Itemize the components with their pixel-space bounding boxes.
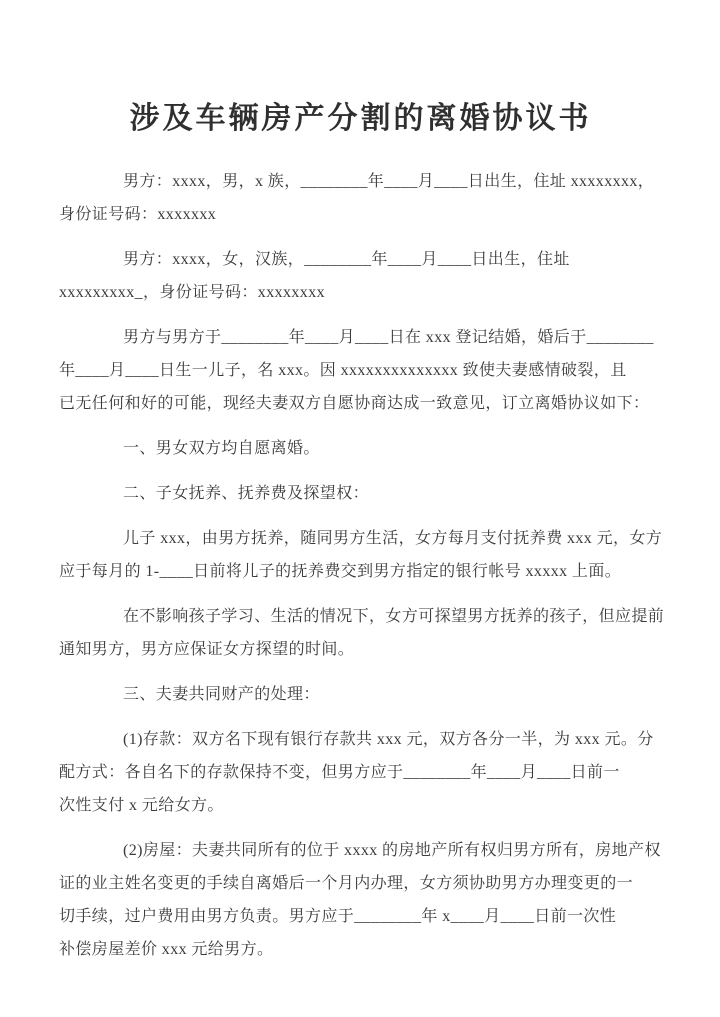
text-line: 二、子女抚养、抚养费及探望权： <box>123 485 370 502</box>
text-line: 男方：xxxx，男，x 族，________年____月____日出生，住址 xxxxxxxx， <box>123 173 655 190</box>
text-line: 三、夫妻共同财产的处理： <box>123 686 320 703</box>
paragraph-house <box>59 834 662 966</box>
text-line: 证的业主姓名变更的手续自离婚后一个月内办理，女方须协助男方办理变更的一 <box>59 875 634 892</box>
text-line: 男方：xxxx，女，汉族，________年____月____日出生，住址 <box>123 251 570 268</box>
text-line: 切手续，过户费用由男方负责。男方应于________年 x____月____日前一次性 <box>59 908 617 925</box>
paragraph-deposits <box>59 723 662 822</box>
text-line: 应于每月的 1-____日前将儿子的抚养费交到男方指定的银行帐号 xxxxx 上面。 <box>59 563 622 580</box>
paragraph-husband-info <box>59 165 662 231</box>
text-line: (2)房屋：夫妻共同所有的位于 xxxx 的房地产所有权归男方所有，房地产权 <box>123 842 661 859</box>
text-line: (1)存款：双方名下现有银行存款共 xxx 元，双方各分一半，为 xxx 元。分 <box>123 731 654 748</box>
text-line: 补偿房屋差价 xxx 元给男方。 <box>59 941 274 958</box>
text-line: 身份证号码：xxxxxxx <box>59 206 217 223</box>
text-line: 已无任何和好的可能，现经夫妻双方自愿协商达成一致意见，订立离婚协议如下： <box>59 395 650 412</box>
paragraph-wife-info <box>59 243 662 309</box>
text-line: 配方式：各自名下的存款保持不变，但男方应于________年____月____日前一 <box>59 764 620 781</box>
paragraph-marriage-background <box>59 321 662 420</box>
text-line: 次性支付 x 元给女方。 <box>59 797 224 814</box>
document-title: 涉及车辆房产分割的离婚协议书 <box>129 102 592 135</box>
text-line: 通知男方，男方应保证女方探望的时间。 <box>59 641 355 658</box>
paragraph-child-custody <box>59 522 662 588</box>
paragraph-visitation <box>59 600 665 666</box>
section-heading-one <box>59 432 662 465</box>
text-line: 一、男女双方均自愿离婚。 <box>123 440 320 457</box>
section-heading-three <box>59 678 662 711</box>
text-line: 儿子 xxx，由男方抚养，随同男方生活，女方每月支付抚养费 xxx 元，女方 <box>123 530 663 547</box>
section-heading-two <box>59 477 662 510</box>
text-line: 年____月____日生一儿子，名 xxx。因 xxxxxxxxxxxxxx 致使夫妻感情破裂，且 <box>59 362 627 379</box>
text-line: 在不影响孩子学习、生活的情况下，女方可探望男方抚养的孩子，但应提前 <box>123 608 665 625</box>
text-line: 男方与男方于________年____月____日在 xxx 登记结婚，婚后于________ <box>123 329 654 346</box>
text-line: xxxxxxxxx_，身份证号码：xxxxxxxx <box>59 284 326 301</box>
